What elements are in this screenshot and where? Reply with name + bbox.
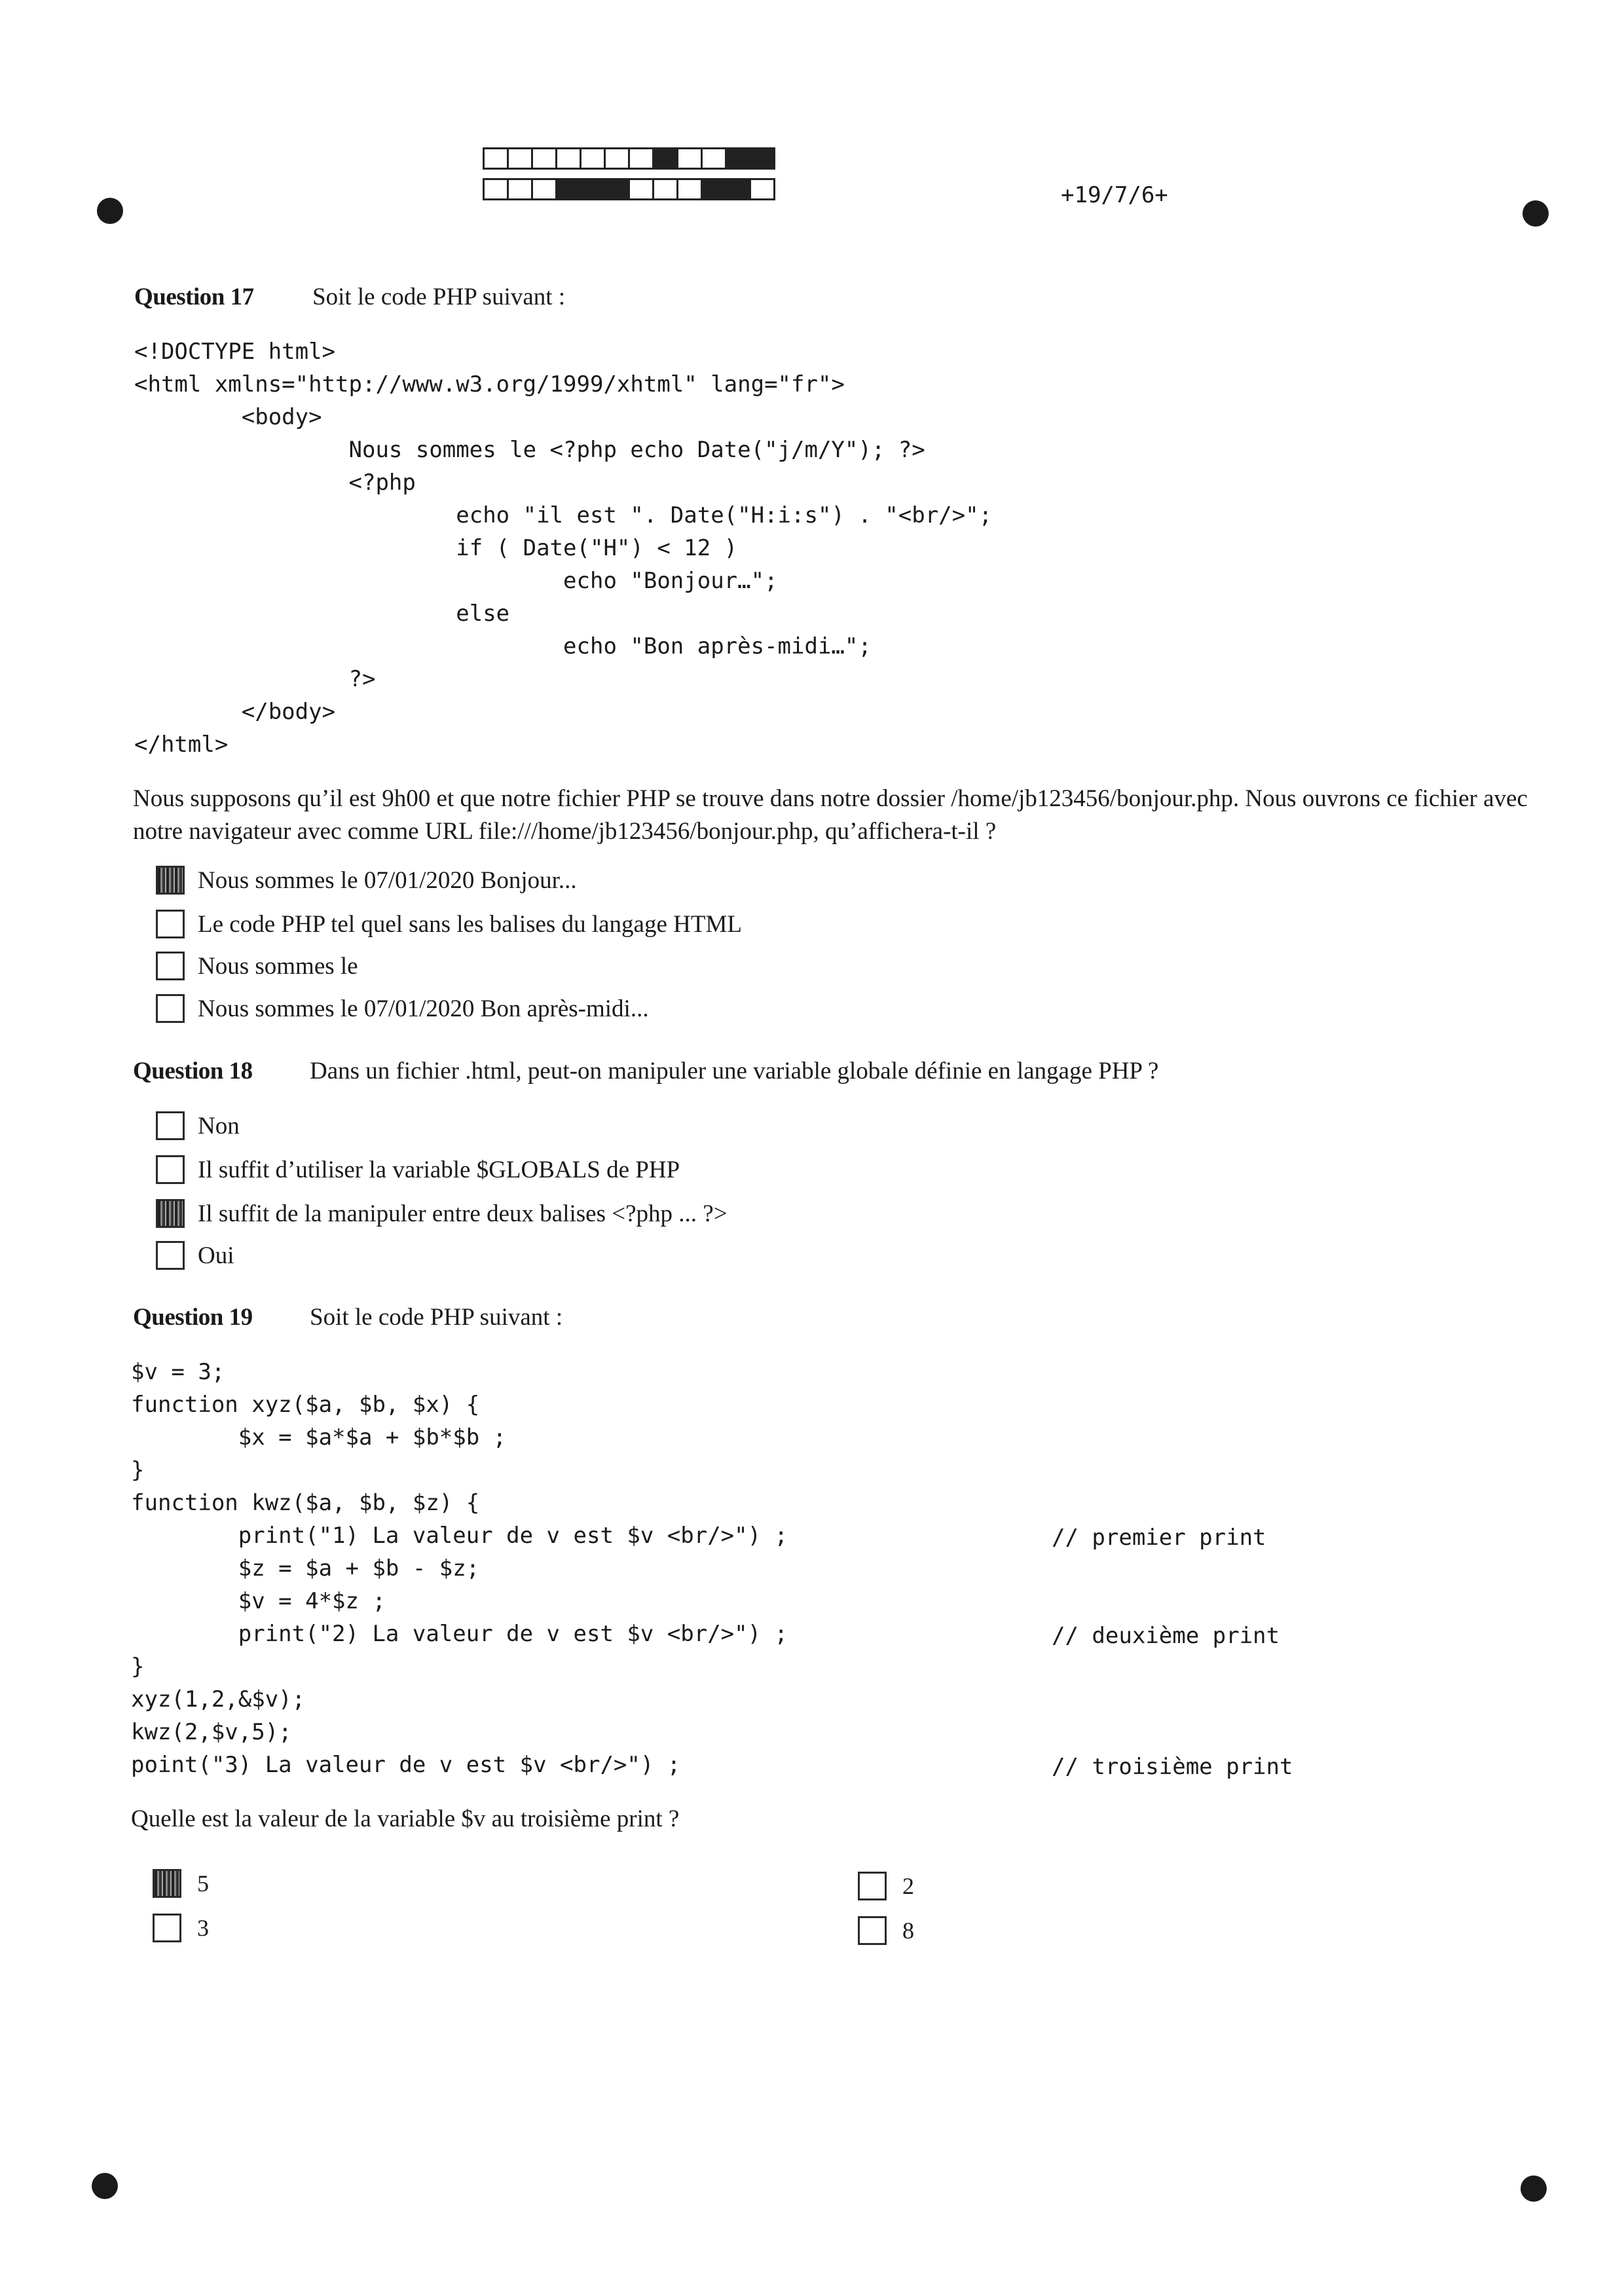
barcode-cell (652, 178, 678, 200)
checkbox[interactable] (156, 994, 185, 1023)
barcode-cell (507, 178, 533, 200)
answer-label: 3 (197, 1915, 209, 1941)
barcode-cell (604, 147, 630, 170)
answer-label: 2 (902, 1873, 914, 1899)
answer-option[interactable] (156, 866, 577, 895)
barcode-cell (483, 147, 509, 170)
answer-option[interactable] (153, 1914, 209, 1942)
question-18-header (133, 1057, 1159, 1085)
checkbox[interactable] (858, 1872, 887, 1900)
checkbox[interactable] (156, 866, 185, 895)
barcode-cell (483, 178, 509, 200)
checkbox[interactable] (156, 1199, 185, 1228)
page-code: +19/7/6+ (1061, 182, 1168, 208)
barcode-row-1 (483, 147, 773, 170)
answer-label: Nous sommes le (198, 952, 358, 980)
question-text: Soit le code PHP suivant : (310, 1304, 563, 1331)
answer-option[interactable] (156, 1111, 240, 1140)
answer-label: 8 (902, 1917, 914, 1944)
barcode-cell (676, 147, 703, 170)
answer-option[interactable] (156, 994, 649, 1023)
registration-mark-top-left (97, 198, 123, 224)
question-prompt: Quelle est la valeur de la variable $v au troisième print ? (131, 1805, 680, 1832)
barcode-cell (604, 178, 630, 200)
barcode-cell (701, 178, 727, 200)
answer-option[interactable] (858, 1872, 914, 1900)
answer-label: Le code PHP tel quel sans les balises du langage HTML (198, 910, 742, 938)
registration-mark-top-right (1522, 200, 1549, 227)
question-19-header (133, 1303, 563, 1331)
answer-label: Il suffit d’utiliser la variable $GLOBALS de PHP (198, 1156, 680, 1183)
answer-label: Nous sommes le 07/01/2020 Bonjour... (198, 866, 577, 894)
checkbox[interactable] (156, 1241, 185, 1270)
code-block: $v = 3; function xyz($a, $b, $x) { $x = $a*$a + $b*$b ; } function kwz($a, $b, $z) { print("1) La valeur de v est $v <br/>") ; $z = $a + $b - $z; $v = 4*$z ; print("2) La valeur de v est $v <br/>") ; } xyz(1,2,&$v); kwz(2,$v,5); point("3) La valeur de v est $v <br/>") ; (131, 1359, 788, 1778)
barcode-cell (749, 178, 775, 200)
question-label: Question 17 (134, 284, 254, 310)
answer-label: Non (198, 1112, 240, 1139)
answer-option[interactable] (153, 1869, 209, 1898)
barcode-cell (628, 147, 654, 170)
registration-mark-bottom-left (92, 2173, 118, 2199)
barcode-cell (701, 147, 727, 170)
barcode-cell (652, 147, 678, 170)
answer-option[interactable] (156, 952, 358, 980)
answer-option[interactable] (156, 910, 742, 938)
checkbox[interactable] (156, 1155, 185, 1184)
barcode-cell (531, 147, 557, 170)
code-comment: // deuxième print (1052, 1623, 1280, 1649)
barcode-cell (749, 147, 775, 170)
barcode-cell (628, 178, 654, 200)
barcode-cell (580, 147, 606, 170)
question-paragraph: Nous supposons qu’il est 9h00 et que notre fichier PHP se trouve dans notre dossier /home/jb123456/bonjour.php. Nous ouvrons ce fichier avec notre navigateur avec comme URL file:///home/jb123456/bonjour.php, qu’affichera-t-il ? (133, 785, 1528, 845)
barcode-cell (725, 147, 751, 170)
code-comment: // premier print (1052, 1525, 1266, 1551)
barcode-cell (507, 147, 533, 170)
answer-label: Il suffit de la manipuler entre deux balises <?php ... ?> (198, 1200, 728, 1227)
checkbox[interactable] (858, 1916, 887, 1945)
barcode-cell (555, 147, 581, 170)
question-label: Question 19 (133, 1304, 253, 1331)
question-text: Soit le code PHP suivant : (312, 284, 566, 310)
checkbox[interactable] (156, 1111, 185, 1140)
checkbox[interactable] (153, 1869, 181, 1898)
registration-mark-bottom-right (1521, 2176, 1547, 2202)
barcode-row-2 (483, 178, 773, 200)
answer-option[interactable] (156, 1241, 234, 1270)
question-text: Dans un fichier .html, peut-on manipuler une variable globale définie en langage PHP ? (310, 1058, 1159, 1084)
barcode-cell (725, 178, 751, 200)
checkbox[interactable] (153, 1914, 181, 1942)
question-17-header (134, 283, 566, 311)
checkbox[interactable] (156, 952, 185, 980)
barcode-cell (580, 178, 606, 200)
code-comment: // troisième print (1052, 1754, 1293, 1780)
answer-option[interactable] (156, 1199, 728, 1228)
barcode-cell (555, 178, 581, 200)
answer-label: Nous sommes le 07/01/2020 Bon après-midi... (198, 995, 649, 1022)
barcode-cell (676, 178, 703, 200)
answer-option[interactable] (156, 1155, 680, 1184)
answer-label: 5 (197, 1870, 209, 1897)
checkbox[interactable] (156, 910, 185, 938)
question-label: Question 18 (133, 1058, 253, 1084)
code-block: <!DOCTYPE html> <html xmlns="http://www.w3.org/1999/xhtml" lang="fr"> <body> Nous sommes le <?php echo Date("j/m/Y"); ?> <?php echo "il est ". Date("H:i:s") . "<br/>"; if ( Date("H") < 12 ) echo "Bonjour…"; else echo "Bon après-midi…"; ?> </body> </html> (134, 339, 993, 758)
barcode-cell (531, 178, 557, 200)
answer-label: Oui (198, 1242, 234, 1269)
answer-option[interactable] (858, 1916, 914, 1945)
